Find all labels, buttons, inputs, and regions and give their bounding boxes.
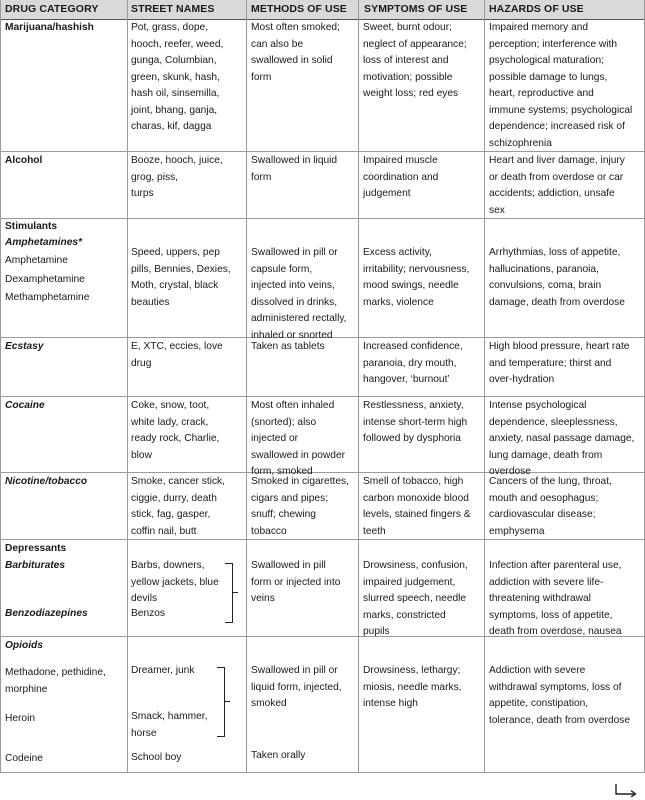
category-alcohol: Alcohol <box>5 155 43 166</box>
street-names-methadone: Dreamer, junk <box>131 665 195 676</box>
street-names-nicotine: Smoke, cancer stick, ciggie, durry, death stick, fag, gasper, coffin nail, butt <box>131 476 225 537</box>
street-names-ecstasy: E, XTC, eccies, love drug <box>131 341 223 369</box>
street-names-codeine: School boy <box>131 752 182 763</box>
symptoms-cocaine: Restlessness, anxiety, intense short-term high followed by dysphoria <box>363 400 468 444</box>
hazards-ecstasy: High blood pressure, heart rate and temperature; thirst and over-hydration <box>489 341 630 385</box>
methods-opioids: Swallowed in pill or liquid form, injected, smoked <box>251 665 342 709</box>
subcategory-barbiturates: Barbiturates <box>5 560 66 571</box>
opioids-bracket <box>217 667 225 737</box>
street-names-barbiturates: Barbs, downers, yellow jackets, blue devils <box>131 560 219 604</box>
opioid-methadone: Methadone, pethidine, morphine <box>5 667 106 695</box>
methods-marijuana: Most often smoked; can also be swallowed in solid form <box>251 22 340 83</box>
symptoms-marijuana: Sweet, burnt odour; neglect of appearance; loss of interest and motivation; possible weight loss; red eyes <box>363 22 467 99</box>
symptoms-depressants: Drowsiness, confusion, impaired judgement, slurred speech, needle marks, constricted pupils <box>363 560 468 637</box>
methods-nicotine: Smoked in cigarettes, cigars and pipes; snuff; chewing tobacco <box>251 476 349 537</box>
symptoms-alcohol: Impaired muscle coordination and judgement <box>363 155 439 199</box>
depressants-bracket <box>225 563 233 623</box>
street-names-marijuana: Pot, grass, dope, hooch, reefer, weed, gunga, Columbian, green, skunk, hash, hash oil, sinsemilla, joint, bhang, ganja, charas, kif, dagga <box>131 22 224 132</box>
header-category: DRUG CATEGORY <box>5 3 99 15</box>
continue-arrow-icon <box>614 783 639 797</box>
hazards-depressants: Infection after parenteral use, addiction with severe life- threatening withdrawal symptoms, loss of appetite, death from overdose, nausea <box>489 560 622 637</box>
street-names-heroin: Smack, hammer, horse <box>131 711 208 739</box>
symptoms-ecstasy: Increased confidence, paranoia, dry mouth, hangover, ‘burnout’ <box>363 341 463 385</box>
symptoms-stimulants: Excess activity, irritability; nervousness, mood swings, needle marks, violence <box>363 247 470 308</box>
subcategory-amphetamines: Amphetamines* <box>5 237 82 248</box>
col-divider <box>484 0 485 773</box>
methods-codeine: Taken orally <box>251 750 306 761</box>
hazards-stimulants: Arrhythmias, loss of appetite, hallucinations, paranoia, convulsions, coma, brain damage, death from overdose <box>489 247 625 308</box>
table-bottom-rule <box>0 772 645 773</box>
stimulant-items: Amphetamine Dexamphetamine Methamphetamine <box>5 255 90 303</box>
street-names-alcohol: Booze, hooch, juice, grog, piss, turps <box>131 155 223 199</box>
header-methods: METHODS OF USE <box>251 3 347 15</box>
symptoms-nicotine: Smell of tobacco, high carbon monoxide blood levels, stained fingers & teeth <box>363 476 471 537</box>
street-names-stimulants: Speed, uppers, pep pills, Bennies, Dexies, Moth, crystal, black beauties <box>131 247 231 308</box>
col-divider <box>358 0 359 773</box>
methods-depressants: Swallowed in pill form or injected into veins <box>251 560 341 604</box>
hazards-cocaine: Intense psychological dependence, sleeplessness, anxiety, nasal passage damage, lung damage, death from overdose <box>489 400 635 477</box>
category-marijuana: Marijuana/hashish <box>5 22 94 33</box>
symptoms-opioids: Drowsiness, lethargy; miosis, needle marks, intense high <box>363 665 462 709</box>
opioids-bracket-tick <box>224 701 230 702</box>
methods-cocaine: Most often inhaled (snorted); also injected or swallowed in powder form, smoked <box>251 400 346 477</box>
street-names-cocaine: Coke, snow, toot, white lady, crack, ready rock, Charlie, blow <box>131 400 220 461</box>
opioid-heroin: Heroin <box>5 713 36 724</box>
col-divider <box>127 0 128 773</box>
opioid-codeine: Codeine <box>5 753 43 764</box>
depressants-bracket-tick <box>232 592 238 593</box>
hazards-marijuana: Impaired memory and perception; interference with psychological maturation; possible damage to lungs, heart, reproductive and immune systems; psychological dependence; increased risk of schizophrenia <box>489 22 633 149</box>
category-opioids: Opioids <box>5 640 43 651</box>
methods-ecstasy: Taken as tablets <box>251 341 325 352</box>
header-hazards: HAZARDS OF USE <box>489 3 584 15</box>
hazards-opioids: Addiction with severe withdrawal symptoms, loss of appetite, constipation, tolerance, death from overdose <box>489 665 631 726</box>
header-symptoms: SYMPTOMS OF USE <box>364 3 468 15</box>
category-nicotine: Nicotine/tobacco <box>5 476 88 487</box>
col-divider <box>0 0 1 773</box>
methods-alcohol: Swallowed in liquid form <box>251 155 338 183</box>
methods-stimulants: Swallowed in pill or capsule form, injected into veins, dissolved in drinks, administered rectally, inhaled or snorted <box>251 247 347 341</box>
category-ecstasy: Ecstasy <box>5 341 44 352</box>
category-depressants: Depressants <box>5 543 67 554</box>
hazards-alcohol: Heart and liver damage, injury or death from overdose or car accidents; addiction, unsafe sex <box>489 155 625 216</box>
col-divider <box>246 0 247 773</box>
row-divider <box>0 396 645 397</box>
street-names-benzodiazepines: Benzos <box>131 608 165 619</box>
header-street-names: STREET NAMES <box>131 3 215 15</box>
subcategory-benzodiazepines: Benzodiazepines <box>5 608 88 619</box>
table-header <box>0 0 645 20</box>
hazards-nicotine: Cancers of the lung, throat, mouth and oesophagus; cardiovascular disease; emphysema <box>489 476 612 537</box>
category-stimulants: Stimulants <box>5 221 58 232</box>
category-cocaine: Cocaine <box>5 400 45 411</box>
